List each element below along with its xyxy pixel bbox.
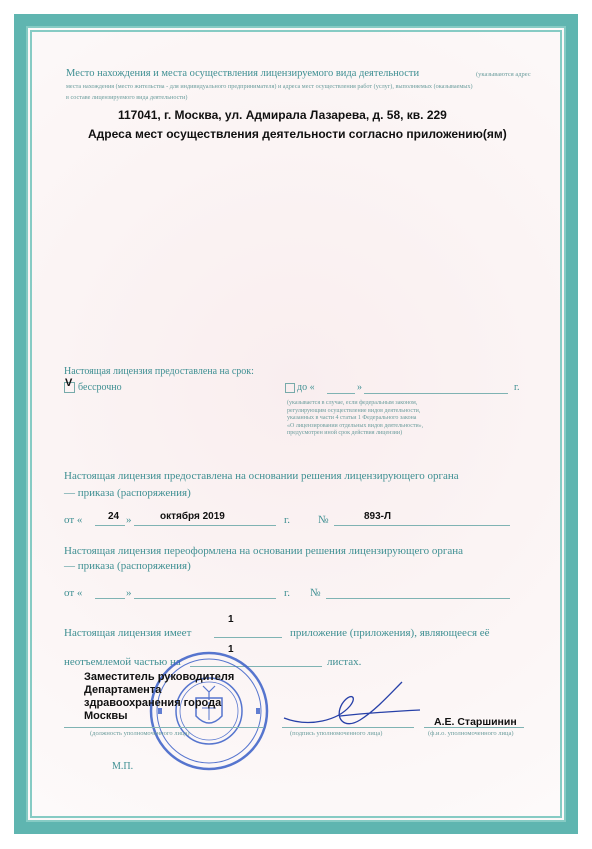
annex-count: 1	[228, 614, 234, 625]
until-prefix: до «	[297, 382, 315, 393]
basis-quote-close: »	[126, 514, 132, 526]
basis-line-1: Настоящая лицензия предоставлена на основании решения лицензирующего органа	[64, 470, 459, 482]
checkmark: V	[65, 377, 73, 389]
annex-address-note: Адреса мест осуществления деятельности согласно приложению(ям)	[88, 127, 507, 141]
name-caption: (ф.и.о. уполномоченного лица)	[428, 730, 514, 737]
term-label: Настоящая лицензия предоставлена на срок:	[64, 366, 254, 377]
reissue-line-2: — приказа (распоряжения)	[64, 560, 191, 572]
signer-position-line: Департамента	[84, 684, 162, 696]
basis-day-line	[95, 525, 125, 526]
basis-day: 24	[108, 511, 120, 522]
term-note-line: (указывается в случае, если федеральным законом,	[287, 400, 418, 406]
term-note-line: «О лицензировании отдельных видов деятельности»,	[287, 422, 424, 429]
sheet-count: 1	[228, 644, 234, 655]
until-month-line	[364, 393, 508, 394]
name-line	[424, 727, 524, 728]
basis-number: 893-Л	[364, 511, 392, 522]
unlimited-label: бессрочно	[78, 382, 122, 393]
seal-place-label: М.П.	[112, 761, 134, 772]
term-note-line: регулирующим осуществление видов деятельности,	[287, 407, 421, 414]
position-line	[64, 727, 264, 728]
address-note-line-2: места нахождения (место жительства - для индивидуального предпринимателя) и адреса мест осуществления работ (услуг), выполняемых (оказываемых)	[66, 83, 473, 90]
address-heading-note: (указываются адрес	[476, 71, 531, 78]
address-value: 117041, г. Москва, ул. Адмирала Лазарева, д. 58, кв. 229	[118, 108, 447, 122]
signer-name: А.Е. Старшинин	[434, 716, 517, 728]
address-note-line-3: в составе лицензируемого вида деятельности)	[66, 94, 188, 101]
address-heading: Место нахождения и места осуществления лицензируемого вида деятельности	[66, 68, 420, 79]
signer-position	[84, 671, 234, 723]
reissue-quote-close: »	[126, 587, 132, 599]
reissue-month-line	[134, 598, 276, 599]
until-year-suffix: г.	[514, 382, 520, 393]
reissue-year-suffix: г.	[284, 587, 291, 599]
term-note	[287, 400, 423, 438]
annex-count-line	[214, 637, 282, 638]
reissue-number-line	[326, 598, 510, 599]
reissue-from-label: от «	[64, 587, 83, 599]
basis-line-2: — приказа (распоряжения)	[64, 487, 191, 499]
annex-line-2b: листах.	[327, 656, 362, 668]
reissue-day-line	[95, 598, 125, 599]
reissue-line-1: Настоящая лицензия переоформлена на основании решения лицензирующего органа	[64, 545, 463, 557]
signer-position-line: Москвы	[84, 710, 128, 722]
annex-line-2a: неотъемлемой частью на	[64, 656, 181, 668]
term-note-line: предусмотрен иной срок действия лицензии)	[287, 430, 403, 436]
signature-caption: (подпись уполномоченного лица)	[290, 730, 383, 737]
handwritten-signature	[280, 676, 430, 732]
signer-position-line: здравоохранения города	[84, 697, 222, 709]
annex-line-1b: приложение (приложения), являющееся её	[290, 627, 490, 639]
until-quote-close: »	[357, 382, 362, 393]
until-checkbox	[285, 383, 295, 393]
term-note-line: указанных в части 4 статьи 1 Федерального закона	[287, 415, 417, 421]
reissue-number-label: №	[310, 587, 321, 599]
signer-position-line: Заместитель руководителя	[84, 671, 235, 683]
basis-number-line	[334, 525, 510, 526]
basis-month-year: октября 2019	[160, 511, 225, 522]
position-caption: (должность уполномоченного лица)	[90, 730, 190, 737]
until-day-line	[327, 393, 355, 394]
basis-month-line	[134, 525, 276, 526]
basis-year-suffix: г.	[284, 514, 291, 526]
annex-line-1a: Настоящая лицензия имеет	[64, 627, 192, 639]
basis-from-label: от «	[64, 514, 83, 526]
basis-number-label: №	[318, 514, 329, 526]
signature-line	[282, 727, 414, 728]
